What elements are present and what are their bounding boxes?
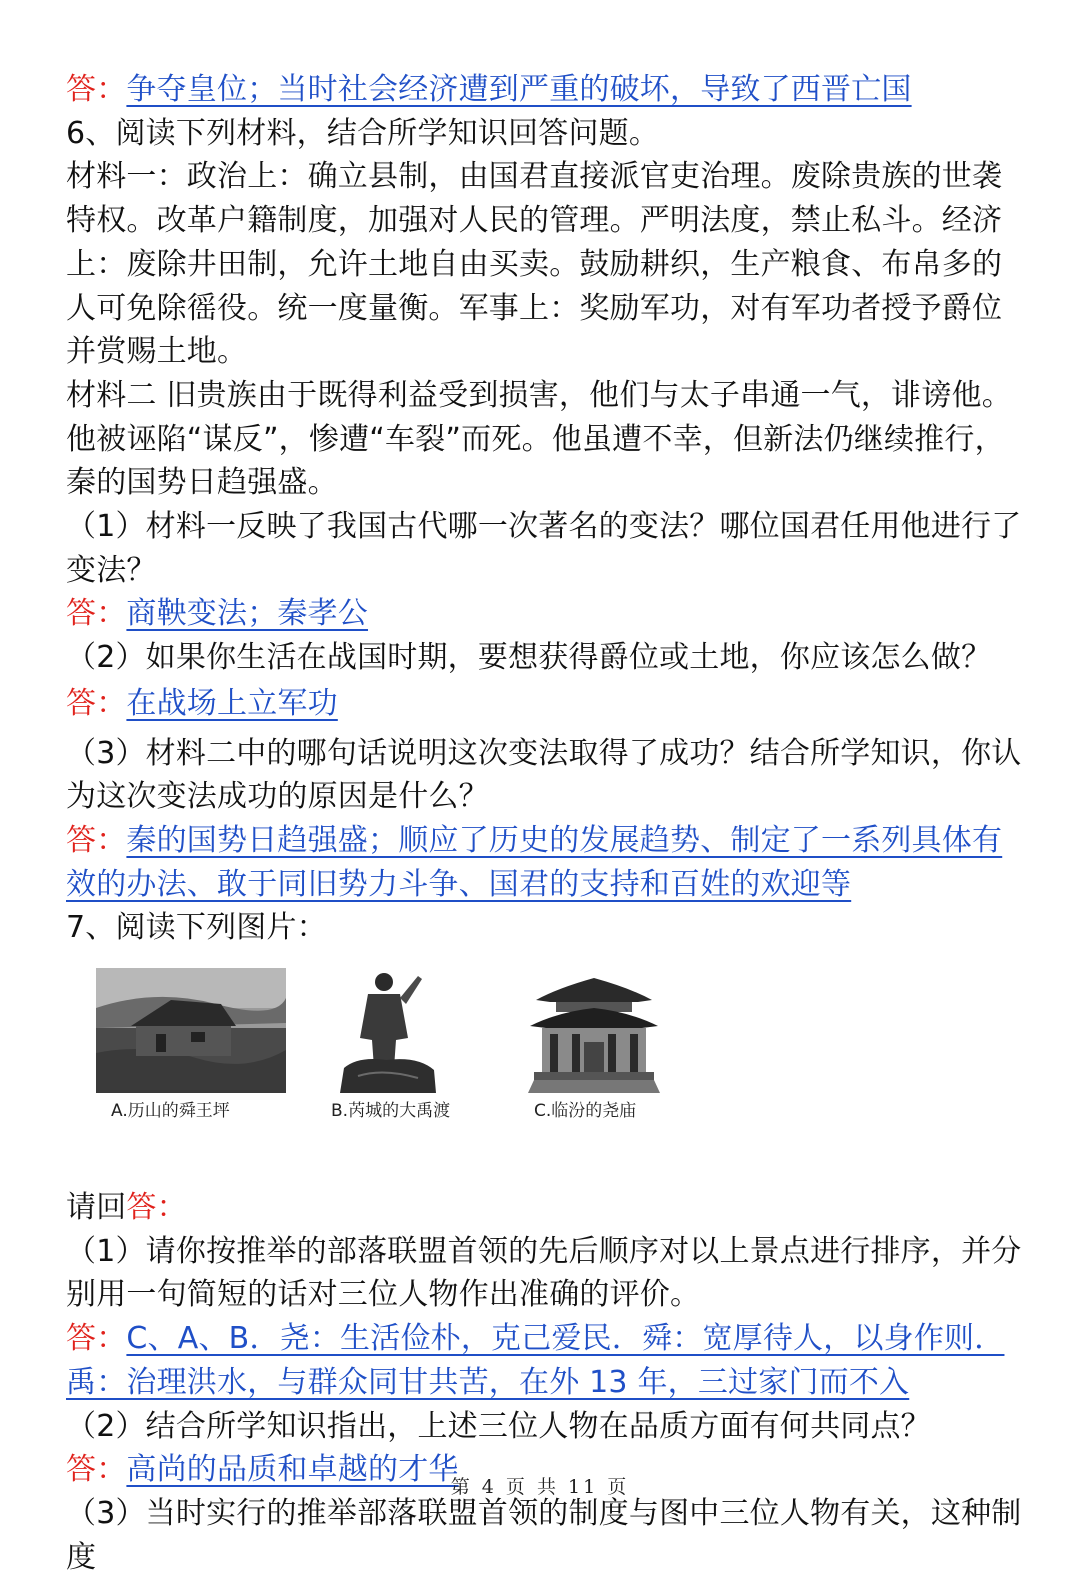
q7-prompt-prefix: 请回 [66,1190,127,1226]
q7-answer-2: 高尚的品质和卓越的才华 [126,1452,459,1488]
q7-subquestion-3: （3）当时实行的推举部落联盟首领的制度与图中三位人物有关，这种制度 [66,1495,1022,1575]
q6-answer-2-line [66,682,1026,726]
q6-answer-1-line [66,592,1026,636]
q6-subquestion-2: （2）如果你生活在战国时期，要想获得爵位或土地，你应该怎么做？ [66,640,992,676]
figure-a-caption: A.历山的舜王坪 [111,1101,230,1122]
figure-b-statue-image [338,968,438,1093]
answer-label: 答： [66,1452,127,1488]
q7-prompt [66,1186,1026,1230]
q6-title: 6、阅读下列材料，结合所学知识回答问题。 [66,115,660,151]
q7-answer-1: C、A、B．尧：生活俭朴，克己爱民．舜：宽厚待人，以身作则．禹：治理洪水，与群众同甘共苦，在外 13 年，三过家门而不入 [66,1321,1005,1400]
figure-c-temple-image [528,968,660,1093]
q6-answer-2: 在战场上立军功 [126,685,338,721]
q7-title: 7、阅读下列图片： [66,910,327,946]
q7-subquestion-1: （1）请你按推举的部落联盟首领的先后顺序对以上景点进行排序，并分别用一句简短的话对三位人物作出准确的评价。 [66,1233,1022,1313]
figure-a-hut-image [96,968,286,1093]
q7-answer-1-line [66,1317,1026,1404]
answer-label: 答： [66,1321,127,1357]
q7-prompt-suffix: 答： [126,1190,187,1226]
q6-answer-3: 秦的国势日趋强盛；顺应了历史的发展趋势、制定了一系列具体有效的办法、敢于同旧势力斗争、国君的支持和百姓的欢迎等 [66,822,1003,902]
q5-answer-line [66,68,1026,112]
figure-c-caption: C.临汾的尧庙 [534,1101,637,1122]
q5-answer: 争夺皇位；当时社会经济遭到严重的破坏，导致了西晋亡国 [126,72,912,107]
q6-answer-1: 商鞅变法；秦孝公 [126,596,369,632]
q6-subquestion-1: （1）材料一反映了我国古代哪一次著名的变法？哪位国君任用他进行了变法？ [66,509,1022,588]
figure-row [66,954,1026,1186]
answer-label: 答： [66,822,127,858]
answer-label: 答： [66,596,127,632]
q6-material-2: 材料二 旧贵族由于既得利益受到损害，他们与太子串通一气，诽谤他。他被诬陷“谋反”，惨遭“车裂”而死。他虽遭不幸，但新法仍继续推行，秦的国势日趋强盛。 [66,377,1012,501]
q6-material-1: 材料一：政治上：确立县制，由国君直接派官吏治理。废除贵族的世袭特权。改革户籍制度，加强对人民的管理。严明法度，禁止私斗。经济上：废除井田制，允许土地自由买卖。鼓励耕织，生产粮食、布帛多的人可免除徭役。统一度量衡。军事上：奖励军功，对有军功者授予爵位并赏赐土地。 [66,159,1003,370]
answer-label: 答： [66,72,127,107]
figure-b-caption: B.芮城的大禹渡 [331,1101,451,1122]
page-number-footer: 第 4 页 共 11 页 [450,1476,630,1498]
q7-subquestion-2: （2）结合所学知识指出，上述三位人物在品质方面有何共同点？ [66,1408,931,1444]
q6-subquestion-3: （3）材料二中的哪句话说明这次变法取得了成功？结合所学知识，你认为这次变法成功的原因是什么？ [66,735,1022,815]
q6-answer-3-line [66,819,1026,906]
answer-label: 答： [66,685,127,721]
document-page [66,68,1026,1579]
